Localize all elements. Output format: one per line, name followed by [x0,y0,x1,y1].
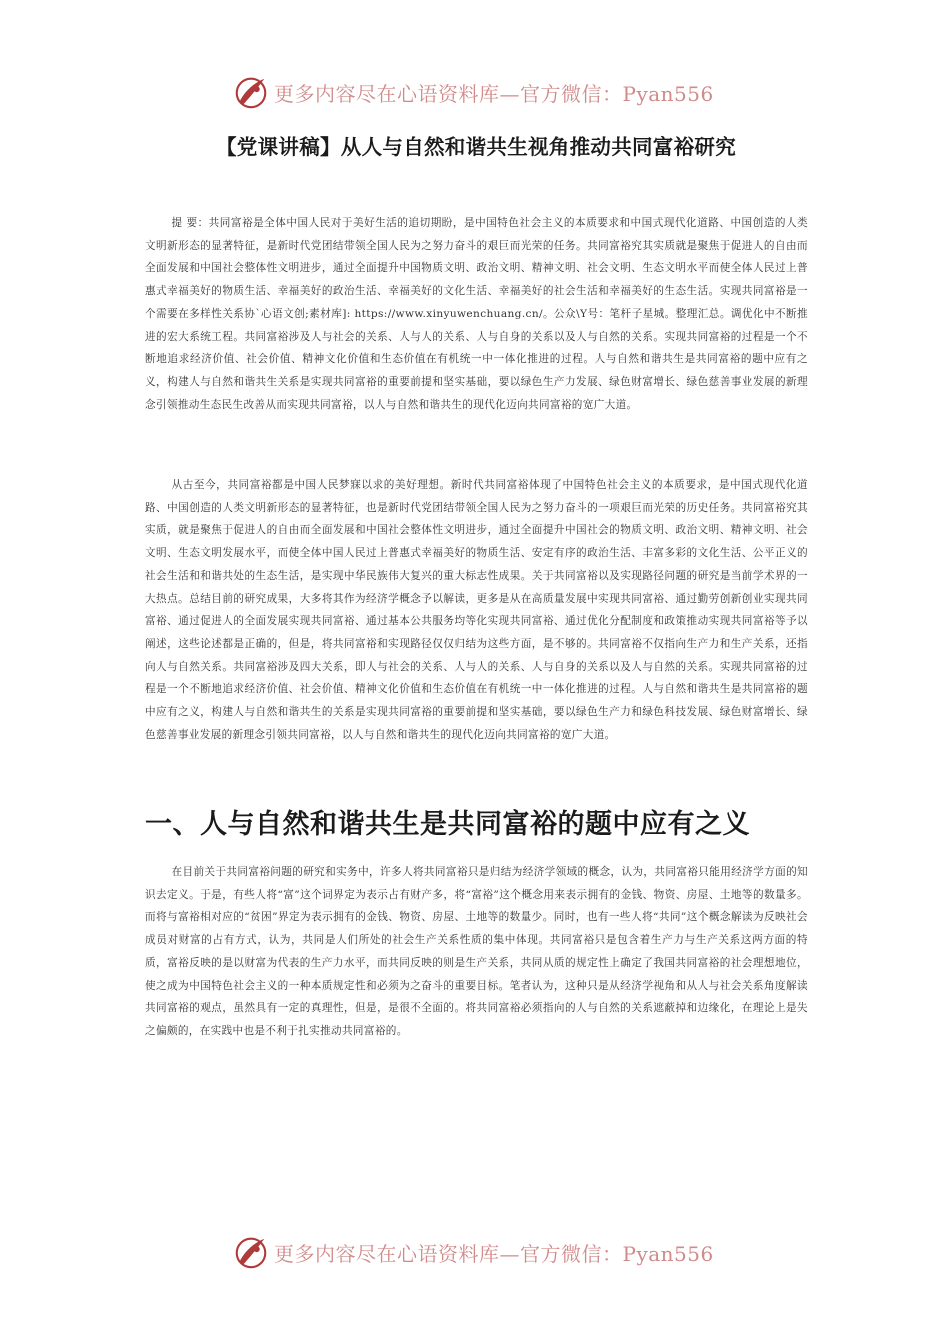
footer-banner-text: 更多内容尽在心语资料库—官方微信：Pyan556 [274,1241,714,1266]
footer-watermark-banner [232,1232,732,1272]
section-1-heading: 一、人与自然和谐共生是共同富裕的题中应有之义 [145,809,750,840]
abstract-paragraph: 提 要：共同富裕是全体中国人民对于美好生活的追切期盼，是中国特色社会主义的本质要求和中国式现代化道路、中国创造的人类文明新形态的显著特征，是新时代党团结带领全国人民为之努力奋斗的艰巨而光荣的任务。共同富裕究其实质就是聚焦于促进人的自由而全面发展和中国社会整体性文明进步，通过全面提升中国物质文明、政治文明、精神文明、社会文明、生态文明水平而使全体人民过上普惠式幸福美好的物质生活、幸福美好的政治生活、幸福美好的文化生活、幸福美好的社会生活和幸福美好的生态生活。实现共同富裕是一个需要在多样性关系协`心语文创;素材库]: https://www.xinyuwenchuang.cn/。公众\Y号：笔杆子星城。整理汇总。调优化中不断推进的宏大系统工程。共同富裕涉及人与社会的关系、人与人的关系、人与自身的关系以及人与自然的关系。实现共同富裕的过程是一个不断地追求经济价值、社会价值、精神文化价值和生态价值在有机统一中一体化推进的过程。人与自然和谐共生是共同富裕的题中应有之义，构建人与自然和谐共生关系是实现共同富裕的重要前提和坚实基础，要以绿色生产力发展、绿色财富增长、绿色慈善事业发展的新理念引领推动生态民生改善从而实现共同富裕，以人与自然和谐共生的现代化迈向共同富裕的宽广大道。 [145,217,808,411]
brand-logo-icon [232,1233,270,1271]
intro-paragraph: 从古至今，共同富裕都是中国人民梦寐以求的美好理想。新时代共同富裕体现了中国特色社会主义的本质要求，是中国式现代化道路、中国创造的人类文明新形态的显著特征，也是新时代党团结带领全国人民为之努力奋斗的一项艰巨而光荣的历史任务。共同富裕究其实质，就是聚焦于促进人的自由而全面发展和中国社会整体性文明进步，通过全面提升中国社会的物质文明、政治文明、精神文明、社会文明、生态文明发展水平，而使全体中国人民过上普惠式幸福美好的物质生活、安定有序的政治生活、丰富多彩的文化生活、公平正义的社会生活和和谐共处的生态生活，是实现中华民族伟大复兴的重大标志性成果。关于共同富裕以及实现路径问题的研究是当前学术界的一大热点。总结目前的研究成果，大多将其作为经济学概念予以解读，更多是从在高质量发展中实现共同富裕、通过勤劳创新创业实现共同富裕、通过促进人的全面发展实现共同富裕、通过基本公共服务均等化实现共同富裕、通过优化分配制度和政策推动实现共同富裕等予以阐述，这些论述都是正确的，但是，将共同富裕和实现路径仅仅归结为这些方面，是不够的。共同富裕不仅指向生产力和生产关系，还指向人与自然关系。共同富裕涉及四大关系，即人与社会的关系、人与人的关系、人与自身的关系以及人与自然的关系。实现共同富裕的过程是一个不断地追求经济价值、社会价值、精神文化价值和生态价值在有机统一中一体化推进的过程。人与自然和谐共生是共同富裕的题中应有之义，构建人与自然和谐共生的关系是实现共同富裕的重要前提和坚实基础，要以绿色生产力和绿色科技发展、绿色财富增长、绿色慈善事业发展的新理念引领共同富裕，以人与自然和谐共生的现代化迈向共同富裕的宽广大道。 [145,479,808,741]
header-watermark-banner [232,72,732,112]
brand-logo-icon [232,73,270,111]
header-banner-text: 更多内容尽在心语资料库—官方微信：Pyan556 [274,81,714,106]
section-1-paragraph: 在目前关于共同富裕问题的研究和实务中，许多人将共同富裕只是归结为经济学领域的概念，认为，共同富裕只能用经济学方面的知识去定义。于是，有些人将“富”这个词界定为表示占有财产多，将“富裕”这个概念用来表示拥有的金钱、物资、房屋、土地等的数量多。而将与富裕相对应的“贫困”界定为表示拥有的金钱、物资、房屋、土地等的数量少。同时，也有一些人将“共同”这个概念解读为反映社会成员对财富的占有方式，认为，共同是人们所处的社会生产关系性质的集中体现。共同富裕只是包含着生产力与生产关系这两方面的特质，富裕反映的是以财富为代表的生产力水平，而共同反映的则是生产关系，共同从质的规定性上确定了我国共同富裕的社会理想地位，使之成为中国特色社会主义的一种本质规定性和必须为之奋斗的重要目标。笔者认为，这种只是从经济学视角和从人与社会关系角度解读共同富裕的观点，虽然具有一定的真理性，但是，是很不全面的。将共同富裕必须指向的人与自然的关系遮蔽掉和边缘化，在理论上是失之偏颇的，在实践中也是不利于扎实推动共同富裕的。 [145,866,808,1037]
document-title: 【党课讲稿】从人与自然和谐共生视角推动共同富裕研究 [216,135,736,159]
